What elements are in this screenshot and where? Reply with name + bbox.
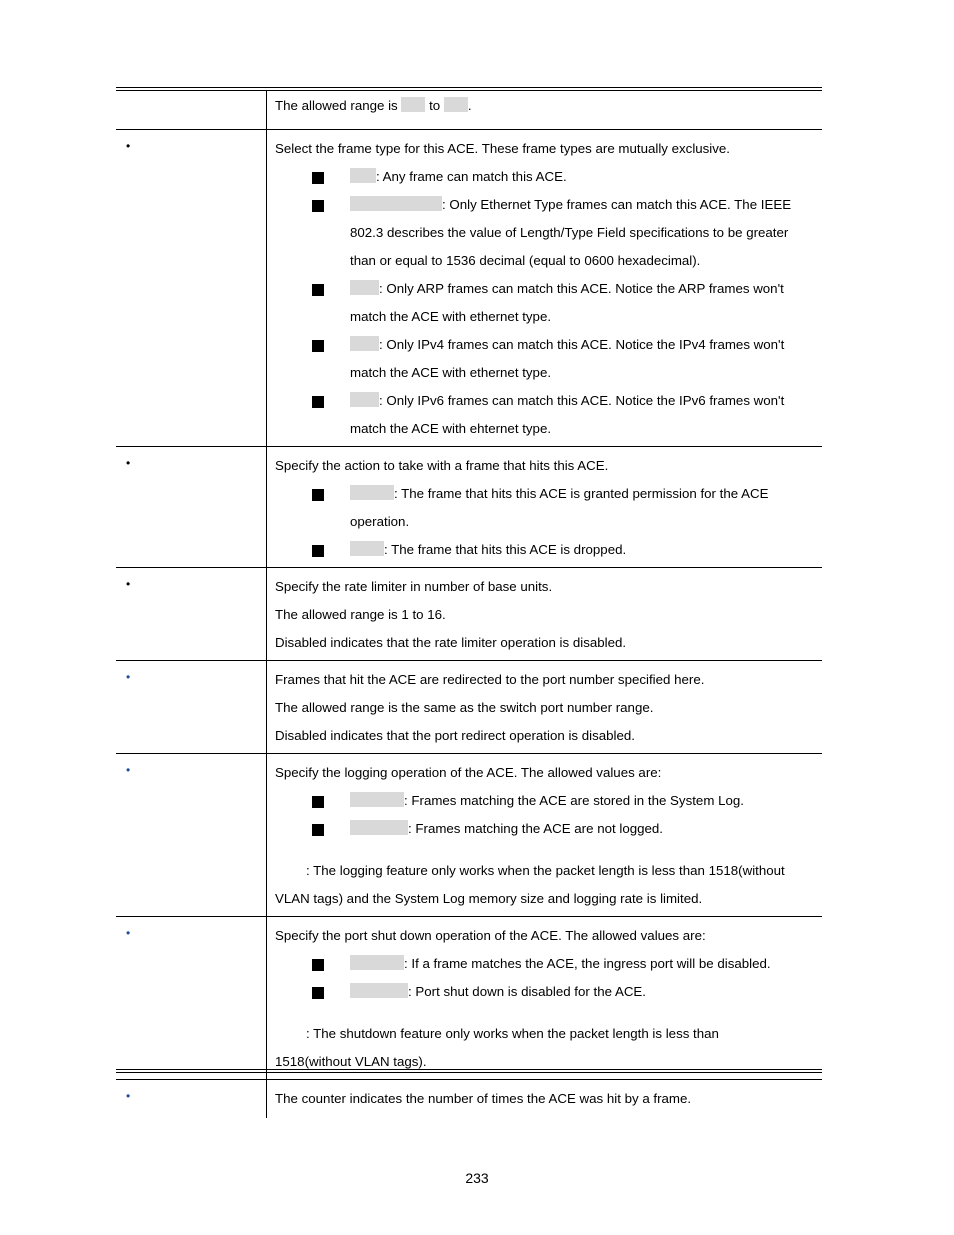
intro-text: Select the frame type for this ACE. These frame types are mutually exclusive. (275, 141, 731, 156)
table-bottom-rule (116, 1069, 822, 1070)
square-bullet-icon (312, 489, 324, 501)
note-text: VLAN tags) and the System Log memory size and logging rate is limited. (275, 891, 703, 906)
redacted-value (401, 97, 425, 112)
intro-text: Specify the logging operation of the ACE. The allowed values are: (275, 765, 662, 780)
spacer (275, 1006, 814, 1020)
parameter-name-cell (116, 661, 267, 753)
range-line (275, 92, 814, 120)
parameter-name-cell (116, 754, 267, 916)
square-bullet-icon (312, 545, 324, 557)
bullet-icon: • (126, 456, 131, 470)
option-item: : Only Ethernet Type frames can match this ACE. The IEEE 802.3 describes the value of Length/Type Field specifications to be greater than or equal to 1536 decimal (equal to 0600 hexadecimal). (275, 191, 814, 275)
option-item: : The frame that hits this ACE is granted permission for the ACE operation. (275, 480, 814, 536)
redacted-option-name (350, 196, 442, 211)
bullet-icon: • (126, 577, 131, 591)
option-item: : Only IPv4 frames can match this ACE. Notice the IPv4 frames won't match the ACE with ethernet type. (275, 331, 814, 387)
description-cell (267, 447, 822, 567)
square-bullet-icon (312, 200, 324, 212)
spacer (275, 843, 814, 857)
table-row (116, 130, 822, 447)
table-row (116, 754, 822, 917)
square-bullet-icon (312, 284, 324, 296)
description-text: The allowed range is the same as the switch port number range. (275, 700, 654, 715)
square-bullet-icon (312, 340, 324, 352)
redacted-option-name (350, 485, 394, 500)
parameter-name-cell (116, 568, 267, 660)
redacted-value (444, 97, 468, 112)
square-bullet-icon (312, 959, 324, 971)
option-item: : Frames matching the ACE are stored in the System Log. (275, 787, 814, 815)
description-cell (267, 1080, 822, 1118)
option-item: : Frames matching the ACE are not logged. (275, 815, 814, 843)
description-text: Specify the rate limiter in number of base units. (275, 579, 553, 594)
redacted-option-name (350, 392, 379, 407)
description-text: The counter indicates the number of times the ACE was hit by a frame. (275, 1091, 692, 1106)
parameter-name-cell (116, 1080, 267, 1118)
parameter-name-cell (116, 447, 267, 567)
parameter-name-cell (116, 917, 267, 1079)
table-row (116, 1080, 822, 1118)
option-item: : Only IPv6 frames can match this ACE. Notice the IPv6 frames won't match the ACE with ehternet type. (275, 387, 814, 443)
parameter-name-cell (116, 91, 267, 129)
intro-text: Specify the port shut down operation of the ACE. The allowed values are: (275, 928, 706, 943)
redacted-option-name (350, 541, 384, 556)
square-bullet-icon (312, 824, 324, 836)
table-row (116, 568, 822, 661)
bullet-icon: • (126, 1089, 131, 1103)
redacted-option-name (350, 983, 408, 998)
range-text-mid: to (425, 98, 444, 113)
redacted-option-name (350, 280, 379, 295)
option-item: : Port shut down is disabled for the ACE. (275, 978, 814, 1006)
description-cell (267, 568, 822, 660)
description-text: The allowed range is 1 to 16. (275, 607, 446, 622)
description-text: Disabled indicates that the rate limiter operation is disabled. (275, 635, 627, 650)
redacted-option-name (350, 792, 404, 807)
description-cell (267, 130, 822, 446)
square-bullet-icon (312, 987, 324, 999)
bullet-icon: • (126, 763, 131, 777)
option-item: : If a frame matches the ACE, the ingress port will be disabled. (275, 950, 814, 978)
table-row (116, 917, 822, 1080)
page-number: 233 (465, 1170, 489, 1186)
table-row (116, 447, 822, 568)
parameter-table (116, 91, 822, 1118)
table-top-rule (116, 87, 822, 88)
table-bottom-rule-outer (116, 1072, 822, 1073)
redacted-option-name (350, 820, 408, 835)
bullet-icon: • (126, 926, 131, 940)
range-text-pre: The allowed range is (275, 98, 402, 113)
square-bullet-icon (312, 396, 324, 408)
table-row (116, 661, 822, 754)
option-item: : The frame that hits this ACE is dropped. (275, 536, 814, 564)
redacted-option-name (350, 168, 376, 183)
description-cell (267, 91, 822, 129)
description-cell (267, 661, 822, 753)
note-text: : The shutdown feature only works when the packet length is less than (306, 1026, 719, 1041)
description-cell (267, 754, 822, 916)
redacted-option-name (350, 955, 404, 970)
description-cell (267, 917, 822, 1079)
range-text-post: . (467, 98, 472, 113)
option-item: : Any frame can match this ACE. (275, 163, 814, 191)
note-text: 1518(without VLAN tags). (275, 1054, 427, 1069)
redacted-option-name (350, 336, 379, 351)
description-text: Disabled indicates that the port redirect operation is disabled. (275, 728, 635, 743)
table-row (116, 91, 822, 130)
description-text: Frames that hit the ACE are redirected to the port number specified here. (275, 672, 705, 687)
intro-text: Specify the action to take with a frame that hits this ACE. (275, 458, 609, 473)
note-text: : The logging feature only works when the packet length is less than 1518(without (306, 863, 785, 878)
square-bullet-icon (312, 796, 324, 808)
bullet-icon: • (126, 670, 131, 684)
parameter-name-cell (116, 130, 267, 446)
bullet-icon: • (126, 139, 131, 153)
square-bullet-icon (312, 172, 324, 184)
option-item: : Only ARP frames can match this ACE. Notice the ARP frames won't match the ACE with ethernet type. (275, 275, 814, 331)
